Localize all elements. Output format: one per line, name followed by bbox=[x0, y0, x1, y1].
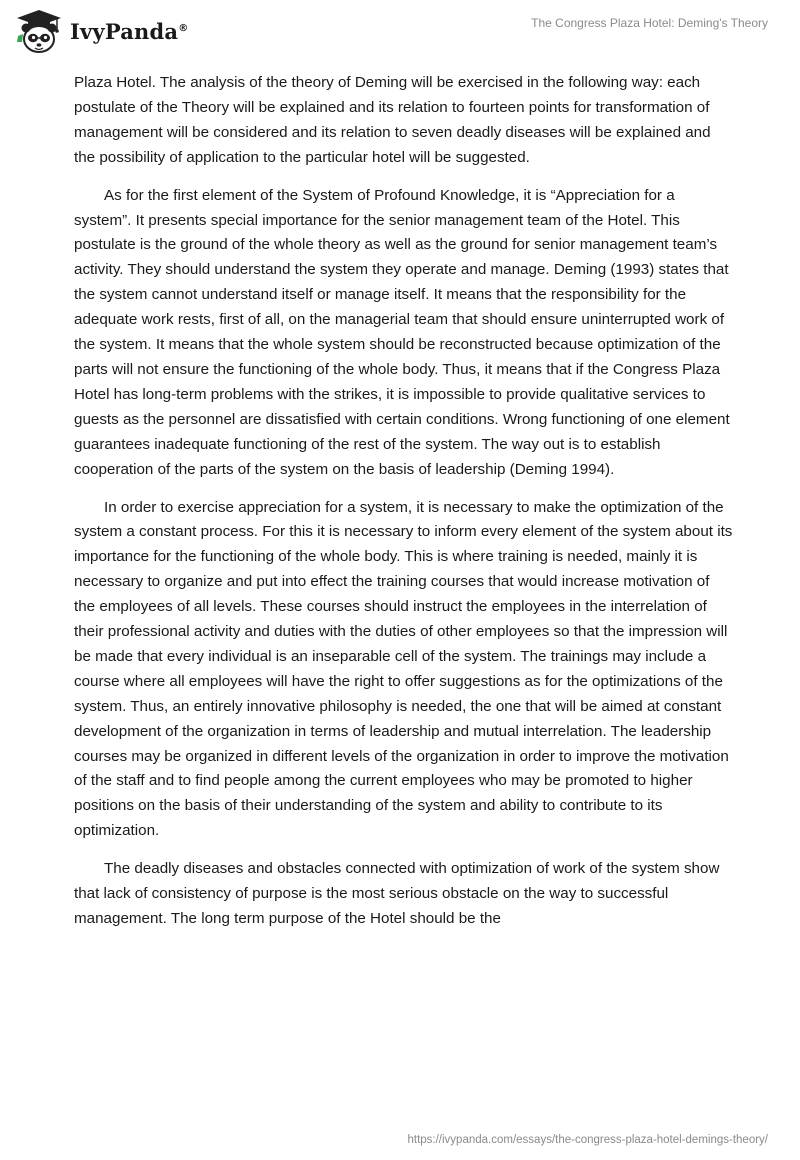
panda-graduate-icon bbox=[14, 8, 64, 54]
paragraph-4: The deadly diseases and obstacles connected with optimization of work of the system show that lack of consistency of purpose is the most serious obstacle on the way to successful management. The long term purpose of the Hotel should be the bbox=[74, 860, 720, 927]
paragraph-3: In order to exercise appreciation for a system, it is necessary to make the optimization of the system a constant process. For this it is necessary to inform every element of the system about its importance for the functioning of the whole body. This is where training is needed, mainly it is necessary to organize and put into effect the training courses that would increase motivation of the employees of all levels. These courses should instruct the employees in the interrelation of their professional activity and duties with the duties of other employees so that the impression will be made that every individual is an inseparable cell of the system. The trainings may include a course where all employees will have the right to offer suggestions as for the optimizations of the system. Thus, an entirely innovative philosophy is needed, the one that will be aimed at constant development of the organization in terms of leadership and mutual interrelation. The leadership courses may be organized in different levels of the organization in order to improve the motivation of the staff and to find people among the current employees who may be promoted to higher positions on the basis of their understanding of the system and ability to contribute to its optimization. bbox=[74, 498, 733, 840]
essay-body bbox=[74, 71, 734, 945]
brand-logo[interactable] bbox=[14, 8, 188, 54]
paragraph-2: As for the first element of the System of Profound Knowledge, it is “Appreciation for a system”. It presents special importance for the senior management team of the Hotel. This postulate is the ground of the whole theory as well as the ground for senior management team’s activity. They should understand the system they operate and manage. Deming (1993) states that the system cannot understand itself or manage itself. It means that the responsibility for the adequate work rests, first of all, on the managerial team that should ensure uninterrupted work of the system. It means that the whole system should be reconstructed because optimization of the parts will not ensure the functioning of the whole body. Thus, it means that if the Congress Plaza Hotel has long-term problems with the strikes, it is impossible to provide qualitative services to guests as the personnel are dissatisfied with certain conditions. Wrong functioning of one element guarantees inadequate functioning of the rest of the system. The way out is to establish cooperation of the parts of the system on the basis of leadership (Deming 1994). bbox=[74, 186, 730, 478]
document-title: The Congress Plaza Hotel: Deming's Theory bbox=[531, 16, 768, 30]
page-header bbox=[0, 0, 800, 62]
registered-mark: ® bbox=[178, 22, 189, 34]
source-url[interactable]: https://ivypanda.com/essays/the-congress-plaza-hotel-demings-theory/ bbox=[407, 1134, 768, 1146]
paragraph-1: Plaza Hotel. The analysis of the theory of Deming will be exercised in the following way: each postulate of the Theory will be explained and its relation to fourteen points for transformation of management will be considered and its relation to seven deadly diseases will be explained and the possibility of application to the particular hotel will be suggested. bbox=[74, 74, 711, 166]
brand-name: IvyPanda® bbox=[70, 18, 189, 44]
